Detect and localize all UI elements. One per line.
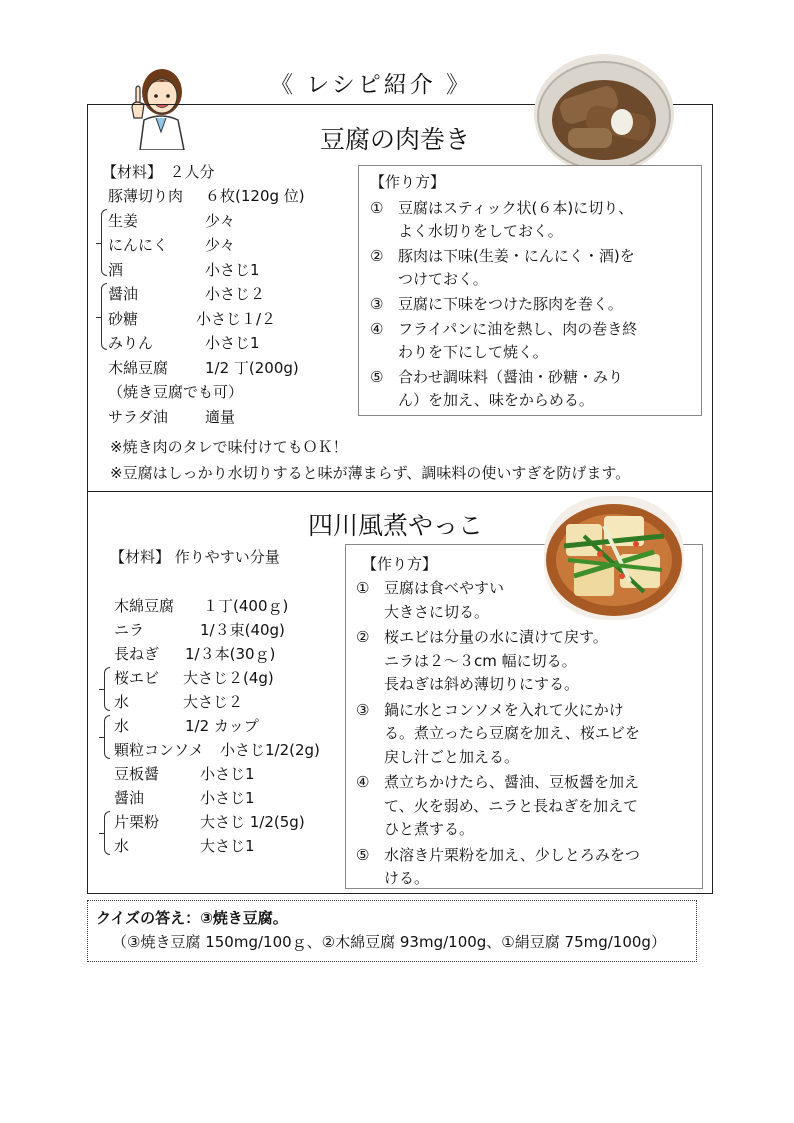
- step-text: つけておく。: [398, 270, 488, 288]
- ingredient-amount: 少々: [205, 236, 236, 254]
- step-text: ひと煮する。: [384, 820, 475, 838]
- step-text: 合わせ調味料（醤油・砂糖・みり: [398, 368, 624, 386]
- step-number: ③: [356, 700, 370, 719]
- recipe2-bracket-soup: [104, 715, 110, 759]
- step-text: 鍋に水とコンソメを入れて火にかけ: [384, 700, 624, 719]
- ingredient-amount: 少々: [205, 211, 236, 230]
- recipe2-photo: [544, 496, 684, 620]
- recipe1-method-heading: 【作り方】: [370, 173, 446, 191]
- quiz-answer-box: [87, 900, 697, 962]
- ingredient-amount: 大さじ1: [200, 837, 255, 855]
- quiz-answer-detail: （③焼き豆腐 150mg/100ｇ、②木綿豆腐 93mg/100g、①絹豆腐 75mg/100g）: [112, 933, 666, 951]
- ingredient-name: 木綿豆腐: [108, 358, 169, 377]
- step-number: ④: [370, 320, 384, 338]
- ingredient-name: 水: [114, 693, 130, 711]
- recipe2-materials-heading: 【材料】 作りやすい分量: [110, 548, 280, 566]
- ingredient-amount: 小さじ1: [205, 260, 260, 279]
- ingredient-amount: 大さじ２: [183, 693, 244, 711]
- ingredient-name: 片栗粉: [114, 813, 160, 831]
- recipe2-title: 四川風煮やっこ: [308, 511, 484, 540]
- ingredient-amount: 適量: [205, 407, 236, 426]
- step-text: る。煮立ったら豆腐を加え、桜エビを: [384, 724, 640, 742]
- recipe2-bracket-shrimp: [104, 667, 110, 711]
- ingredient-amount: 小さじ２: [205, 285, 266, 303]
- ingredient-amount: 大さじ２(4g): [183, 669, 274, 687]
- recipe1-photo: [534, 54, 674, 174]
- ingredient-amount: 1/３本(30ｇ): [185, 645, 276, 663]
- recipe1-bracket-sauce: [101, 283, 107, 350]
- ingredient-name: 木綿豆腐: [114, 597, 175, 615]
- ingredient-amount: 小さじ１/２: [196, 309, 277, 328]
- ingredient-amount: 大さじ 1/2(5g): [200, 813, 305, 831]
- ingredient-amount: 小さじ1: [205, 334, 260, 352]
- ingredient-amount: 小さじ1: [200, 789, 255, 807]
- recipe2-bracket-starch: [104, 811, 110, 855]
- recipe2-method-heading: 【作り方】: [362, 555, 438, 573]
- step-text: 戻し汁ごと加える。: [384, 747, 520, 766]
- step-text: 煮立ちかけたら、醤油、豆板醤を加え: [384, 773, 640, 791]
- ingredient-name: （焼き豆腐でも可）: [108, 383, 244, 401]
- ingredient-name: 水: [114, 837, 130, 855]
- ingredient-name: 酒: [108, 260, 124, 279]
- ingredient-amount: 1/2 カップ: [185, 717, 259, 735]
- quiz-answer-label: クイズの答え：③焼き豆腐。: [96, 909, 288, 927]
- step-number: ②: [356, 628, 370, 646]
- step-text: よく水切りをしておく。: [398, 222, 563, 240]
- step-text: ん）を加え、味をからめる。: [398, 391, 594, 409]
- step-number: ③: [370, 295, 384, 313]
- recipe1-note: ※焼き肉のタレで味付けてもＯＫ！: [110, 438, 348, 456]
- step-text: 豆腐は食べやすい: [384, 579, 505, 597]
- ingredient-amount: 小さじ1: [200, 765, 255, 783]
- ingredient-name: 醤油: [108, 285, 139, 303]
- step-text: ける。: [384, 869, 430, 887]
- ingredient-name: 醤油: [114, 789, 145, 807]
- step-text: わりを下にして焼く。: [398, 343, 548, 361]
- step-text: 水溶き片栗粉を加え、少しとろみをつ: [384, 845, 640, 864]
- step-text: 豆腐に下味をつけた豚肉を巻く。: [398, 295, 623, 313]
- recipe1-title: 豆腐の肉巻き: [320, 125, 471, 154]
- step-text: 豚肉は下味(生姜・にんにく・酒)を: [398, 247, 635, 265]
- ingredient-name: 水: [114, 717, 130, 735]
- ingredient-name: ニラ: [114, 621, 145, 639]
- step-number: ①: [370, 199, 384, 217]
- ingredient-name: 豆板醤: [114, 765, 160, 783]
- recipe1-bracket-seasoning: [101, 209, 107, 276]
- step-number: ④: [356, 773, 370, 791]
- step-text: フライパンに油を熱し、肉の巻き終: [398, 320, 638, 338]
- ingredient-amount: 1/2 丁(200g): [205, 358, 299, 377]
- step-text: ニラは２～３cm 幅に切る。: [384, 651, 577, 670]
- ingredient-name: 顆粒コンソメ: [114, 741, 204, 759]
- ingredient-name: サラダ油: [108, 407, 168, 426]
- step-text: 豆腐はスティック状(６本)に切り、: [398, 199, 634, 217]
- ingredient-name: 砂糖: [108, 309, 139, 328]
- step-number: ②: [370, 247, 384, 265]
- recipe1-note: ※豆腐はしっかり水切りすると味が薄まらず、調味料の使いすぎを防げます。: [110, 464, 631, 482]
- step-text: 桜エビは分量の水に漬けて戻す。: [384, 628, 608, 646]
- ingredient-name: 豚薄切り肉: [108, 187, 184, 205]
- page-title: 《 レシピ紹介 》: [270, 72, 473, 98]
- ingredient-amount: １丁(400ｇ): [203, 597, 289, 615]
- step-number: ①: [356, 579, 370, 597]
- recipe1-materials-heading: 【材料】 ２人分: [102, 163, 215, 181]
- step-text: て、火を弱め、ニラと長ねぎを加えて: [384, 796, 639, 815]
- step-text: 大きさに切る。: [384, 602, 490, 621]
- step-number: ⑤: [356, 845, 370, 864]
- ingredient-name: みりん: [108, 334, 154, 352]
- step-number: ⑤: [370, 368, 384, 386]
- ingredient-name: 桜エビ: [114, 669, 160, 687]
- ingredient-amount: ６枚(120g 位): [205, 187, 305, 205]
- ingredient-amount: 小さじ1/2(2g): [220, 741, 320, 759]
- ingredient-amount: 1/３束(40g): [200, 621, 285, 639]
- ingredient-name: 生姜: [108, 211, 139, 230]
- ingredient-name: 長ねぎ: [114, 645, 160, 663]
- ingredient-name: にんにく: [108, 236, 169, 254]
- step-text: 長ねぎは斜め薄切りにする。: [384, 675, 580, 693]
